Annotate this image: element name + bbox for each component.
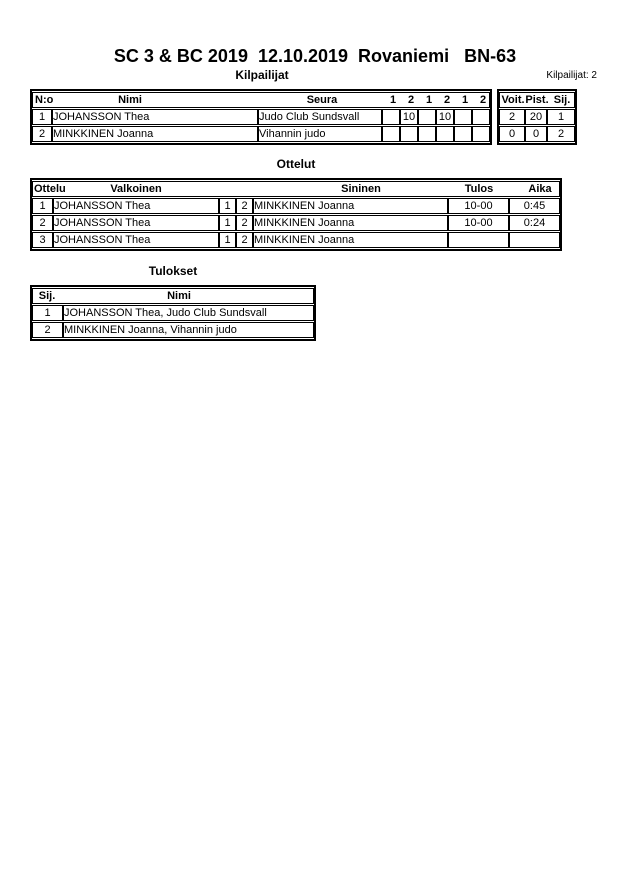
cell-blue-name: MINKKINEN Joanna [253,198,448,214]
cell-blue-score: 2 [236,198,253,214]
cell-white-name: JOHANSSON Thea [53,232,219,248]
cell-match-no: 3 [32,232,53,248]
cell-white-score: 1 [219,232,236,248]
cell-time [509,232,560,248]
cell-score [472,109,490,125]
cell-score [454,126,472,142]
table-row [499,126,575,142]
tulokset-table [30,285,316,341]
cell-name: JOHANSSON Thea, Judo Club Sundsvall [63,305,314,321]
cell-result [448,232,509,248]
cell-blue-score: 2 [236,232,253,248]
col-header-match: Ottelu [34,183,66,195]
cell-time: 0:24 [509,215,560,231]
col-header-score-6: 2 [479,94,487,106]
cell-name: MINKKINEN Joanna, Vihannin judo [63,322,314,338]
cell-wins: 2 [499,109,525,125]
cell-white-score: 1 [219,215,236,231]
col-header-time: Aika [528,183,552,195]
cell-score: 10 [436,109,454,125]
col-header-white: Valkoinen [110,183,162,195]
col-header-score-3: 1 [425,94,433,106]
col-header-name: Nimi [167,290,191,302]
table-row [32,198,560,214]
cell-match-no: 1 [32,198,53,214]
col-header-result: Tulos [464,183,494,195]
cell-blue-name: MINKKINEN Joanna [253,215,448,231]
table-row [32,305,314,321]
table-row [32,232,560,248]
col-header-place: Sij. [553,94,571,106]
cell-score: 10 [400,109,418,125]
col-header-score-2: 2 [407,94,415,106]
kilpailijat-heading: Kilpailijat [235,68,289,82]
header-row [32,181,560,197]
cell-score [418,126,436,142]
summary-header [499,92,575,108]
cell-blue-score: 2 [236,215,253,231]
col-header-no: N:o [35,94,54,106]
cell-match-no: 2 [32,215,53,231]
table-row [32,126,490,142]
cell-place: 2 [32,322,63,338]
header-row [32,288,314,304]
cell-place: 1 [547,109,575,125]
cell-white-name: JOHANSSON Thea [53,215,219,231]
ottelut-header [32,181,560,197]
col-header-score-4: 2 [443,94,451,106]
cell-white-name: JOHANSSON Thea [53,198,219,214]
cell-points: 20 [525,109,547,125]
header-row [499,92,575,108]
cell-no: 2 [32,126,52,142]
cell-result: 10-00 [448,198,509,214]
kilpailijat-table [30,89,577,145]
col-header-place: Sij. [38,290,56,302]
col-header-points: Pist. [525,94,549,106]
cell-place: 1 [32,305,63,321]
cell-white-score: 1 [219,198,236,214]
kilpailijat-main-table [30,89,492,145]
cell-no: 1 [32,109,52,125]
cell-wins: 0 [499,126,525,142]
table-row [32,322,314,338]
tulokset-header [32,288,314,304]
table-row [499,109,575,125]
cell-place: 2 [547,126,575,142]
col-header-wins: Voit. [501,94,525,106]
cell-score [436,126,454,142]
col-header-name: Nimi [118,94,142,106]
cell-name: JOHANSSON Thea [52,109,258,125]
cell-club: Judo Club Sundsvall [258,109,382,125]
cell-score [454,109,472,125]
kilpailijat-header [32,92,490,108]
col-header-score-5: 1 [461,94,469,106]
cell-score [472,126,490,142]
page-title: SC 3 & BC 2019 12.10.2019 Rovaniemi BN-63 [113,46,517,66]
table-row [32,109,490,125]
competitor-count-note: Kilpailijat: 2 [546,70,597,81]
cell-club: Vihannin judo [258,126,382,142]
kilpailijat-summary-table [497,89,577,145]
cell-points: 0 [525,126,547,142]
tulokset-heading: Tulokset [148,264,198,278]
ottelut-heading: Ottelut [276,157,316,171]
cell-blue-name: MINKKINEN Joanna [253,232,448,248]
cell-score [418,109,436,125]
col-header-blue: Sininen [341,183,381,195]
cell-score [382,109,400,125]
cell-score [400,126,418,142]
cell-time: 0:45 [509,198,560,214]
col-header-score-1: 1 [389,94,397,106]
cell-name: MINKKINEN Joanna [52,126,258,142]
cell-score [382,126,400,142]
table-row [32,215,560,231]
cell-result: 10-00 [448,215,509,231]
col-header-club: Seura [306,94,338,106]
header-row [32,92,490,108]
ottelut-table [30,178,562,251]
